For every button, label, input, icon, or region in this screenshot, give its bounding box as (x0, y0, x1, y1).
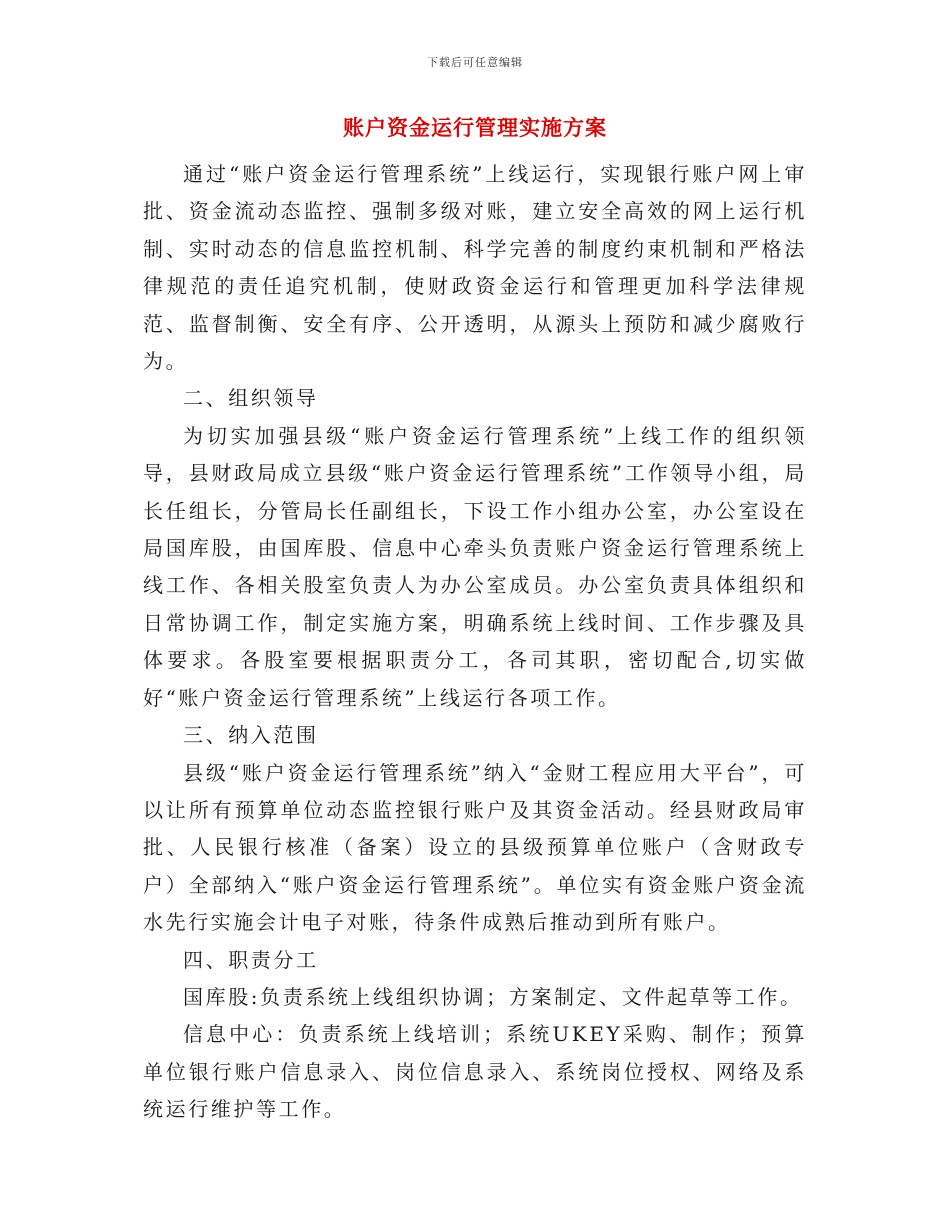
section-heading-organization: 二、组织领导 (183, 386, 319, 411)
paragraph-treasury-duties: 国库股:负责系统上线组织协调；方案制定、文件起草等工作。 (183, 984, 803, 1009)
section-heading-responsibilities: 四、职责分工 (183, 947, 319, 972)
paragraph-info-center-duties: 信息中心：负责系统上线培训；系统UKEY采购、制作；预算单位银行账户信息录入、岗位信息录入、系统岗位授权、网络及系统运行维护等工作。 (143, 1022, 807, 1122)
paragraph-scope: 县级“账户资金运行管理系统”纳入“金财工程应用大平台”，可以让所有预算单位动态监控银行账户及其资金活动。经县财政局审批、人民银行核准（备案）设立的县级预算单位账户（含财政专户）全部纳入“账户资金运行管理系统”。单位实有资金账户资金流水先行实施会计电子对账，待条件成熟后推动到所有账户。 (143, 760, 807, 935)
paragraph-organization: 为切实加强县级“账户资金运行管理系统”上线工作的组织领导，县财政局成立县级“账户资金运行管理系统”工作领导小组，局长任组长，分管局长任副组长，下设工作小组办公室，办公室设在局国库股，由国库股、信息中心牵头负责账户资金运行管理系统上线工作、各相关股室负责人为办公室成员。办公室负责具体组织和日常协调工作，制定实施方案，明确系统上线时间、工作步骤及具体要求。各股室要根据职责分工，各司其职，密切配合,切实做好“账户资金运行管理系统”上线运行各项工作。 (143, 423, 807, 710)
section-heading-scope: 三、纳入范围 (183, 723, 319, 748)
header-note: 下载后可任意编辑 (427, 56, 523, 69)
paragraph-intro: 通过“账户资金运行管理系统”上线运行，实现银行账户网上审批、资金流动态监控、强制多级对账，建立安全高效的网上运行机制、实时动态的信息监控机制、科学完善的制度约束机制和严格法律规范的责任追究机制，使财政资金运行和管理更加科学法律规范、监督制衡、安全有序、公开透明，从源头上预防和减少腐败行为。 (143, 162, 807, 374)
document-title: 账户资金运行管理实施方案 (343, 115, 607, 140)
document-body (143, 156, 807, 1129)
